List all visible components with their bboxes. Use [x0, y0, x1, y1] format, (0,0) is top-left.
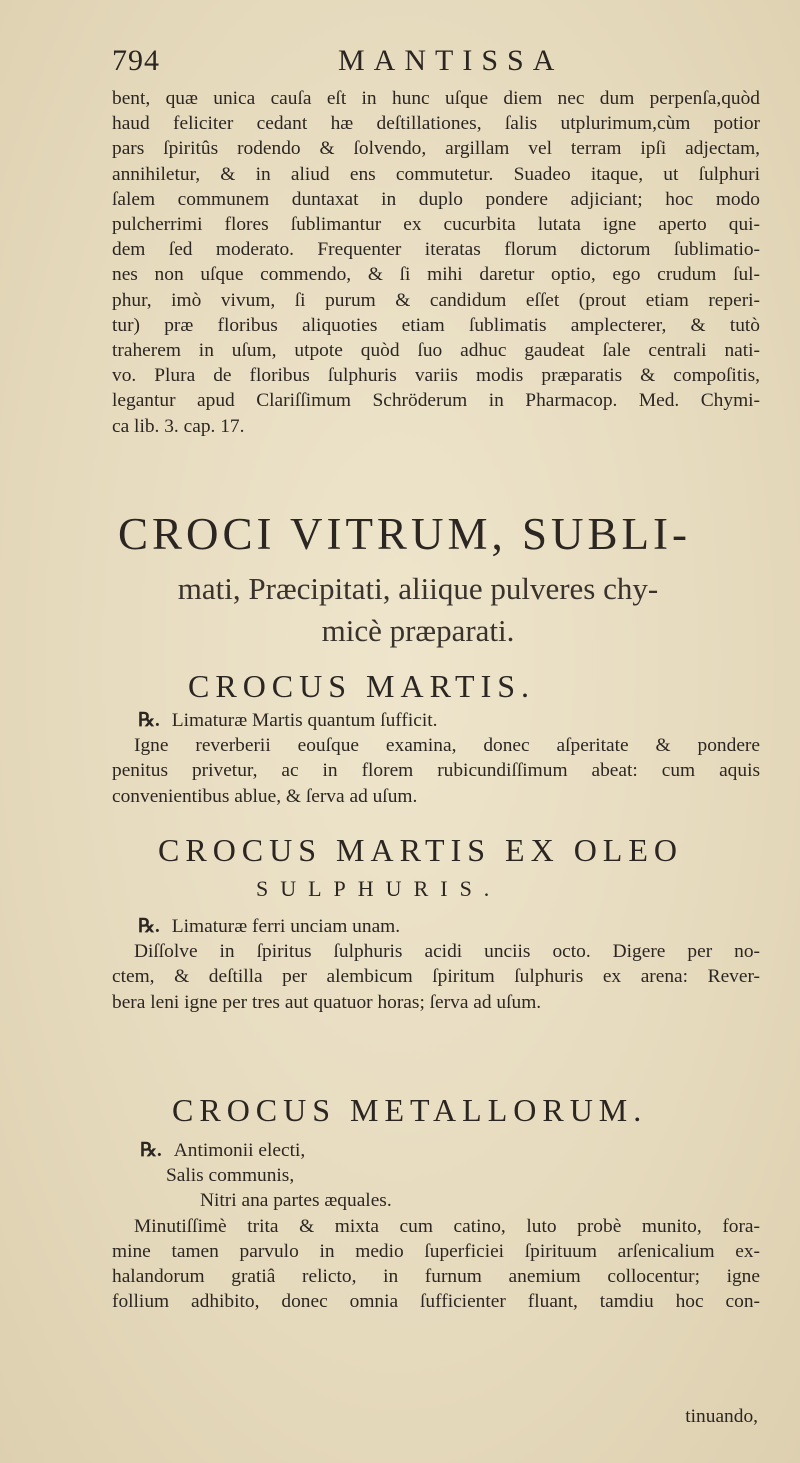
text-line: ca lib. 3. cap. 17.	[112, 415, 245, 437]
section-heading-crocus-metallorum: CROCUS METALLORUM.	[172, 1092, 648, 1128]
ingredient-line	[112, 1138, 760, 1163]
subtitle-line: micè præparati.	[321, 613, 515, 648]
text-line: pulcherrimi flores ſublimantur ex cucurbita lutata igne aperto qui-	[112, 214, 760, 236]
running-title: MANTISSA	[338, 44, 564, 77]
recipe-text: Limaturæ ferri unciam unam.	[171, 916, 401, 937]
recipe-symbol: ℞.	[140, 1140, 162, 1161]
recipe-symbol: ℞.	[138, 916, 160, 937]
text-line: follium adhibito, donec omnia ſufficienter fluant, tamdiu hoc con-	[112, 1291, 760, 1313]
recipe-line	[112, 914, 760, 939]
page-number: 794	[112, 44, 160, 77]
text-line: halandorum gratiâ relicto, in furnum anemium collocentur; igne	[112, 1266, 760, 1288]
text-line: mine tamen parvulo in medio ſuperficiei ſpirituum arſenicalium ex-	[112, 1240, 760, 1262]
text-line: bera leni igne per tres aut quatuor horas; ſerva ad uſum.	[112, 991, 542, 1013]
section-body-crocus-martis-ex-oleo	[112, 914, 760, 1015]
text-line: vo. Plura de floribus ſulphuris variis modis præparatis & compoſitis,	[112, 365, 760, 387]
section-body-crocus-martis	[112, 708, 760, 809]
catchword: tinuando,	[685, 1406, 758, 1427]
text-line: annihiletur, & in aliud ens commutetur. Suadeo itaque, ut ſulphuri	[112, 163, 760, 185]
section-heading-crocus-martis: CROCUS MARTIS.	[188, 668, 536, 704]
text-line: nes non uſque commendo, & ſi mihi daretur optio, ego crudum ſul-	[112, 264, 760, 286]
recipe-symbol: ℞.	[138, 710, 160, 731]
text-line: phur, imò vivum, ſi purum & candidum eſſet (prout etiam reperi-	[112, 289, 760, 311]
text-line: Minutiſſimè trita & mixta cum catino, luto probè munito, fora-	[134, 1215, 760, 1237]
text-line: penitus privetur, ac in florem rubicundiſſimum abeat: cum aquis	[112, 760, 760, 782]
text-line: ſalem communem duntaxat in duplo pondere adjiciant; hoc modo	[112, 188, 760, 210]
text-line: tur) præ floribus aliquoties etiam ſublimatis amplecterer, & tutò	[112, 314, 760, 336]
text-line: Igne reverberii eouſque examina, donec aſperitate & pondere	[134, 735, 760, 757]
section-subheading-sulphuris: SULPHURIS.	[256, 876, 502, 901]
text-line: legantur apud Clariſſimum Schröderum in Pharmacop. Med. Chymi-	[112, 390, 760, 412]
ingredient-line: Nitri ana partes æquales.	[200, 1190, 392, 1212]
text-line: dem ſed moderato. Frequenter iteratas florum dictorum ſublimatio-	[112, 239, 760, 261]
text-line: ctem, & deſtilla per alembicum ſpiritum ſulphuris ex arena: Rever-	[112, 966, 760, 988]
subtitle-line: mati, Præcipitati, aliique pulveres chy-	[177, 571, 659, 606]
recipe-text: Limaturæ Martis quantum ſufficit.	[171, 710, 438, 731]
main-subtitle	[118, 568, 718, 652]
section-body-crocus-metallorum	[112, 1138, 760, 1314]
intro-paragraph	[112, 86, 760, 439]
section-heading-crocus-martis-ex-oleo: CROCUS MARTIS EX OLEO	[158, 832, 683, 868]
text-line: bent, quæ unica cauſa eſt in hunc uſque diem nec dum perpenſa,quòd	[112, 88, 760, 109]
ingredient-text: Antimonii electi,	[173, 1140, 306, 1161]
recipe-line	[112, 708, 760, 733]
ingredient-line: Salis communis,	[166, 1165, 295, 1187]
text-line: pars ſpiritûs rodendo & ſolvendo, argillam vel terram ipſi adjectam,	[112, 138, 760, 160]
text-line: convenientibus ablue, & ſerva ad uſum.	[112, 785, 418, 807]
main-title: CROCI VITRUM, SUBLI-	[118, 509, 691, 559]
text-line: haud feliciter cedant hæ deſtillationes, ſalis utplurimum,cùm potior	[112, 113, 760, 135]
text-line: Diſſolve in ſpiritus ſulphuris acidi unciis octo. Digere per no-	[134, 941, 760, 963]
page-header	[112, 42, 762, 86]
text-line: traherem in uſum, utpote quòd ſuo adhuc gaudeat ſale centrali nati-	[112, 340, 760, 362]
